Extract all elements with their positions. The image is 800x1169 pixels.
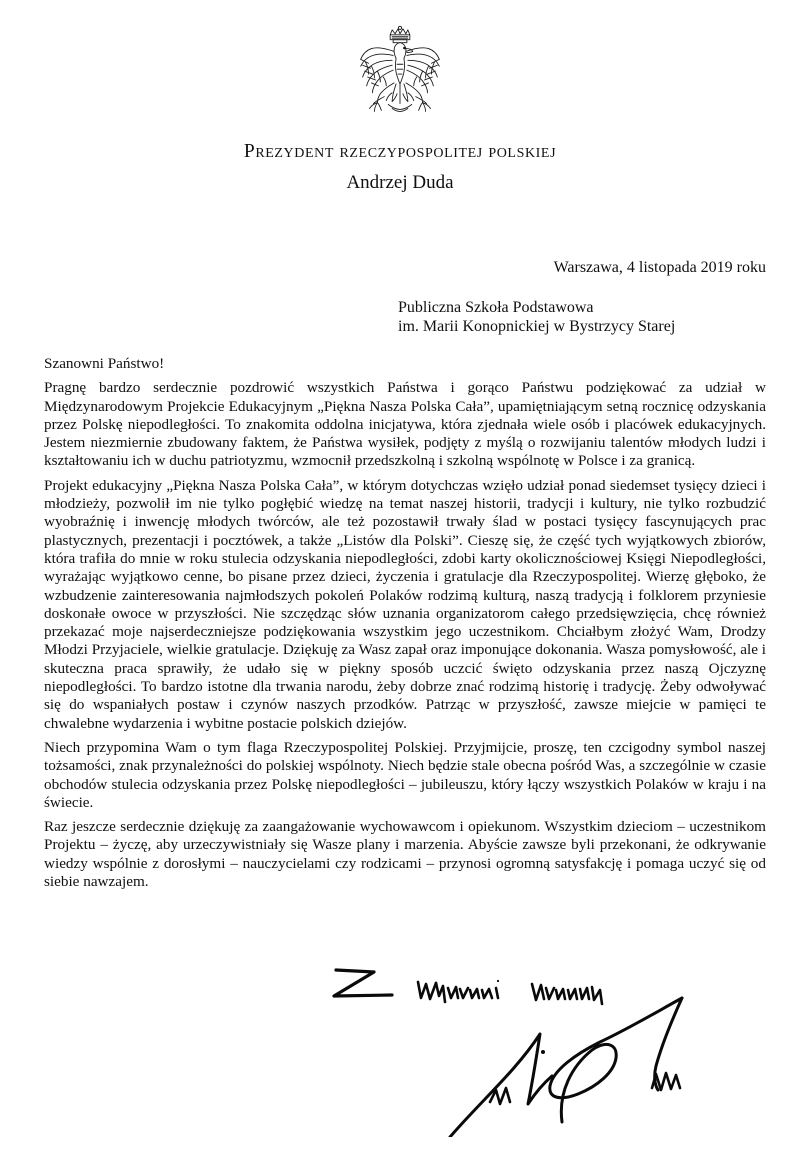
addressee-block [398,298,675,336]
salutation: Szanowni Państwo! [44,355,165,372]
addressee-line-1: Publiczna Szkoła Podstawowa [398,299,594,316]
emblem-container [0,22,800,134]
office-title: Prezydent rzeczypospolitej polskiej [243,141,557,162]
letter-paragraph: Niech przypomina Wam o tym flaga Rzeczypospolitej Polskiej. Przyjmijcie, proszę, ten czcigodny symbol naszej tożsamości, znak przynależności do polskiej wspólnoty. Niech będzie stale obecna pośród Was, a szczególnie w czasie obchodów stulecia odzyskania przez Polskę niepodległości – jubileuszu, który łączy wszystkich Polaków w kraju i na świecie. [44,738,766,811]
letter-paragraph: Raz jeszcze serdecznie dziękuję za zaangażowanie wychowawcom i opiekunom. Wszystkim dzieciom – uczestnikom Projektu – życzę, aby urzeczywistniały się Wasze plany i marzenia. Abyście zawsze byli przekonani, że odkrywanie wiedzy wspólnie z dorosłymi – nauczycielami czy rodzicami – przynosi ogromną satysfakcję i pomaga uczyć się od siebie nawzajem. [44,818,766,891]
handwritten-signature-icon [300,962,720,1137]
president-name: Andrzej Duda [346,172,454,194]
letter-paragraph: Projekt edukacyjny „Piękna Nasza Polska Cała”, w którym dotychczas wzięło udział ponad siedemset tysięcy dzieci i młodzieży, pozwolił im nie tylko pogłębić wiedzę na temat naszej historii, tradycji i kultury, nie tylko rozbudzić wyobraźnię i inwencję młodych twórców, ale też pozostawił trwały ślad w postaci tysięcy fascynujących prac plastycznych, prezentacji i pocztówek, a także „Listów dla Polski”. Cieszę się, że część tych wyjątkowych zbiorów, która trafiła do mnie w roku stulecia odzyskania niepodległości, zdobi karty okolicznościowej Księgi Niepodległości, wyrażając wyjątkowo cenne, bo pisane przez dzieci, życzenia i gratulacje dla Rzeczypospolitej. Wierzę głęboko, że wzbudzenie zainteresowania najmłodszych pokoleń Polaków rodzimą kulturą, naszą tradycją i folklorem przyniesie doskonałe owoce w przyszłości. Nie szczędząc słów uznania organizatorom całego przedsięwzięcia, chcę również przekazać moje najserdeczniejsze podziękowania wszystkim jego uczestnikom. Chciałbym złożyć Wam, Drodzy Młodzi Przyjaciele, wielkie gratulacje. Dziękuję za Wasz zapał oraz imponujące dokonania. Wasza pomysłowość, ale i skuteczna praca sprawiły, że udało się w piękny sposób uczcić święto odzyskania przez naszą Ojczyznę niepodległości. To bardzo istotne dla trwania narodu, żeby dobrze znać rodzimą historię i tradycję. Żeby odwoływać się do wspaniałych postaw i czynów naszych przodków. Patrząc w przyszłość, zawsze miejcie w pamięci te chwalebne wydarzenia i wybitne postacie polskich dziejów. [44,476,766,732]
place-and-date: Warszawa, 4 listopada 2019 roku [553,259,766,276]
polish-eagle-coat-of-arms-icon [341,22,459,134]
signature-block [300,962,720,1137]
addressee-line-2: im. Marii Konopnickiej w Bystrzycy Starej [398,318,676,335]
letter-body [44,355,766,891]
letterhead [0,140,800,195]
letter-paragraph: Pragnę bardzo serdecznie pozdrowić wszystkich Państwa i gorąco Państwu podziękować za udział w Międzynarodowym Projekcie Edukacyjnym „Piękna Nasza Polska Cała”, upamiętniającym setną rocznicę odzyskania przez Polskę niepodległości. To znakomita oddolna inicjatywa, która zjednała wiele osób i placówek edukacyjnych. Jestem niezmiernie zbudowany faktem, że Państwa wysiłek, podjęty z myślą o rozwijaniu talentów młodych ludzi i kształtowaniu ich w duchu patriotyzmu, wzmocnił przedszkolną i szkolną wspólnotę w Polsce i za granicą. [44,379,766,470]
